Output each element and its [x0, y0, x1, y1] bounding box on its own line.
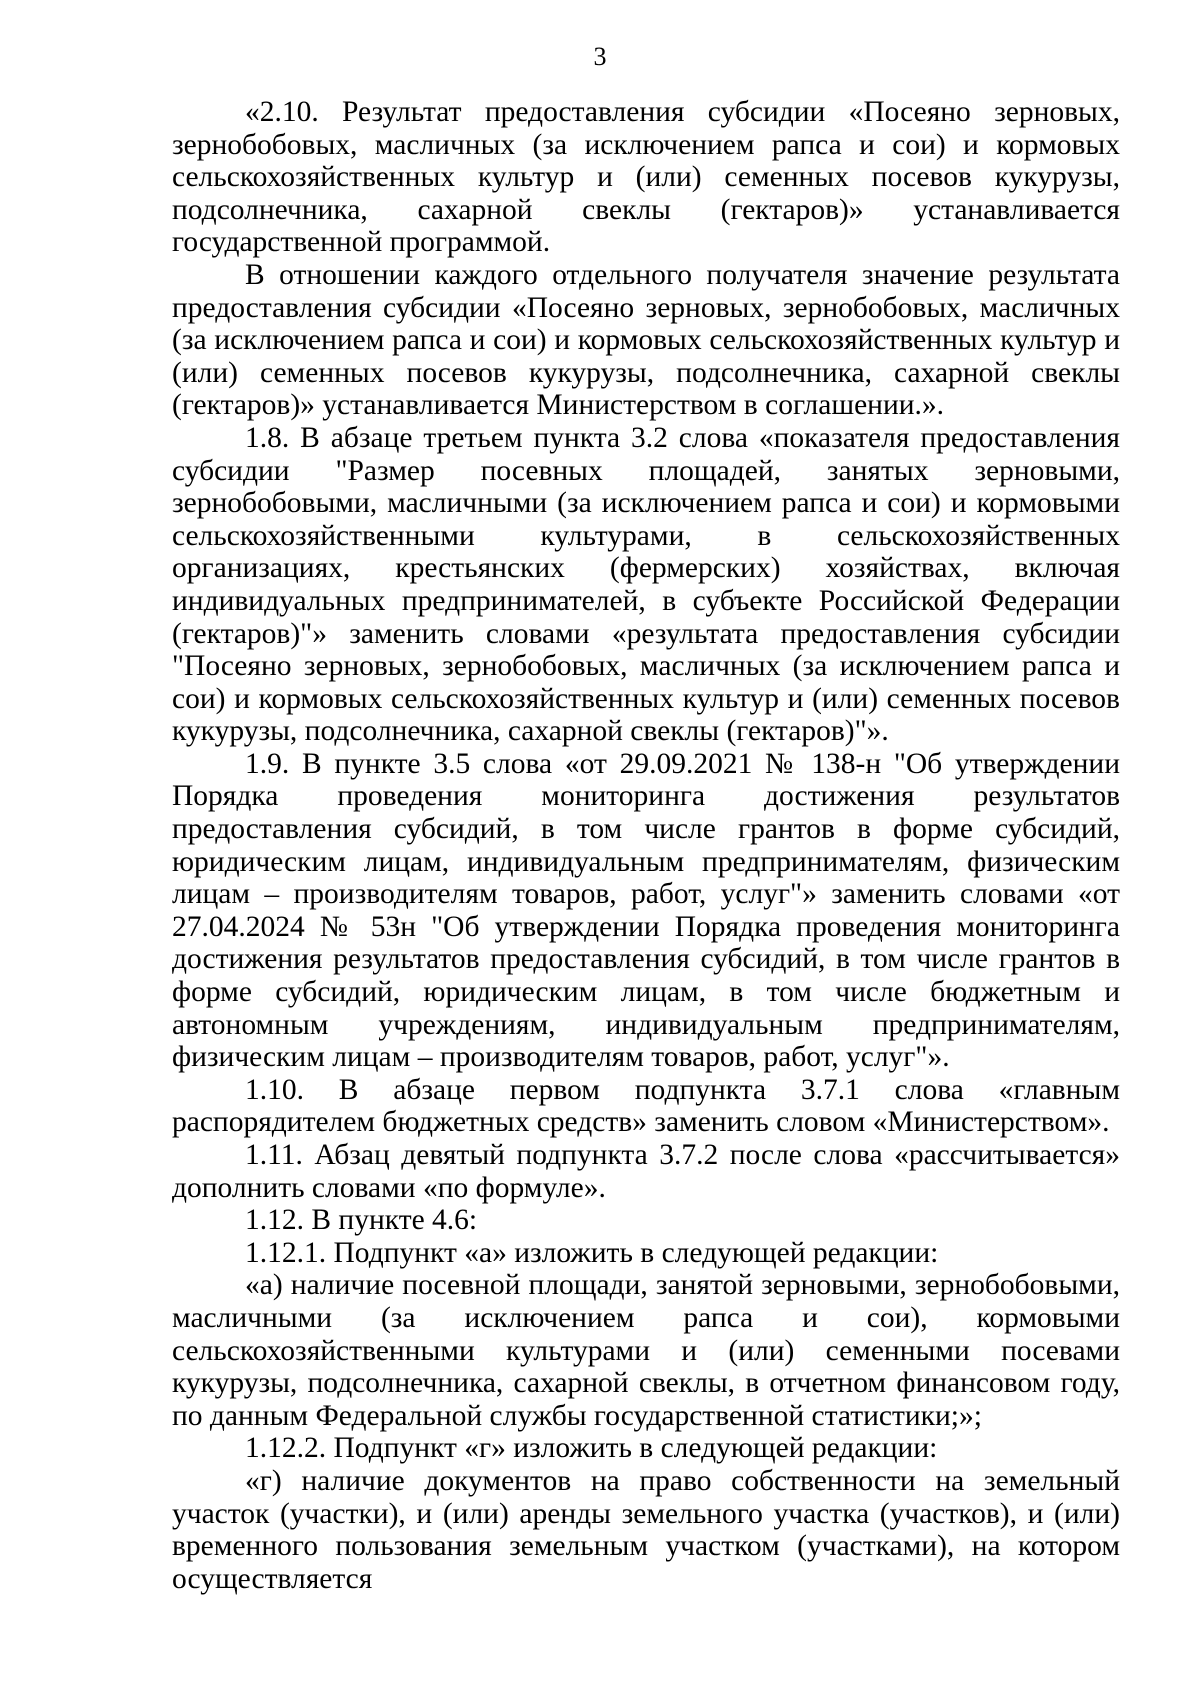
paragraph-1-8: 1.8. В абзаце третьем пункта 3.2 слова «показателя предоставления субсидии "Размер посевных площадей, занятых зерновыми, зернобобовыми, масличными (за исключением рапса и сои) и кормовыми сельскохозяйственными культурами, в сельскохозяйственных организациях, крестьянских (фермерских) хозяйствах, включая индивидуальных предпринимателей, в субъекте Российской Федерации (гектаров)"» заменить словами «результата предоставления субсидии "Посеяно зерновых, зернобобовых, масличных (за исключением рапса и сои) и кормовых сельскохозяйственных культур и (или) семенных посевов кукурузы, подсолнечника, сахарной свеклы (гектаров)"».	[172, 421, 1120, 748]
paragraph-1-11: 1.11. Абзац девятый подпункта 3.7.2 после слова «рассчитывается» дополнить словами «по формуле».	[172, 1139, 1120, 1204]
paragraph-1-12-1: 1.12.1. Подпункт «а» изложить в следующей редакции:	[245, 1236, 939, 1269]
paragraph-subitem-a: «а) наличие посевной площади, занятой зерновыми, зернобобовыми, масличными (за исключением рапса и сои), кормовыми сельскохозяйственными культурами и (или) семенными посевами кукурузы, подсолнечника, сахарной свеклы, в отчетном финансовом году, по данным Федеральной службы государственной статистики;»;	[172, 1269, 1120, 1432]
paragraph-2-10: «2.10. Результат предоставления субсидии «Посеяно зерновых, зернобобовых, масличных (за исключением рапса и сои) и кормовых сельскохозяйственных культур и (или) семенных посевов кукурузы, подсолнечника, сахарной свеклы (гектаров)» устанавливается государственной программой.	[172, 96, 1120, 259]
paragraph-1-12: 1.12. В пункте 4.6:	[245, 1204, 478, 1237]
paragraph-recipient-value: В отношении каждого отдельного получателя значение результата предоставления субсидии «Посеяно зерновых, зернобобовых, масличных (за исключением рапса и сои) и кормовых сельскохозяйственных культур и (или) семенных посевов кукурузы, подсолнечника, сахарной свеклы (гектаров)» устанавливается Министерством в соглашении.».	[172, 258, 1120, 422]
paragraph-1-12-2: 1.12.2. Подпункт «г» изложить в следующей редакции:	[245, 1432, 938, 1465]
paragraph-1-9: 1.9. В пункте 3.5 слова «от 29.09.2021 № 138-н "Об утверждении Порядка проведения мониторинга достижения результатов предоставления субсидий, в том числе грантов в форме субсидий, юридическим лицам, индивидуальным предпринимателям, физическим лицам – производителям товаров, работ, услуг"» заменить словами «от 27.04.2024 № 53н "Об утверждении Порядка проведения мониторинга достижения результатов предоставления субсидий, в том числе грантов в форме субсидий, юридическим лицам, в том числе бюджетным и автономным учреждениям, индивидуальным предпринимателям, физическим лицам – производителям товаров, работ, услуг"».	[172, 747, 1120, 1074]
paragraph-1-10: 1.10. В абзаце первом подпункта 3.7.1 слова «главным распорядителем бюджетных средств» заменить словом «Министерством».	[172, 1073, 1120, 1139]
paragraph-subitem-g: «г) наличие документов на право собственности на земельный участок (участки), и (или) аренды земельного участка (участков), и (или) временного пользования земельным участком (участками), на котором осуществляется	[172, 1464, 1120, 1595]
document-body	[172, 96, 1120, 1595]
page-number: 3	[593, 42, 607, 71]
